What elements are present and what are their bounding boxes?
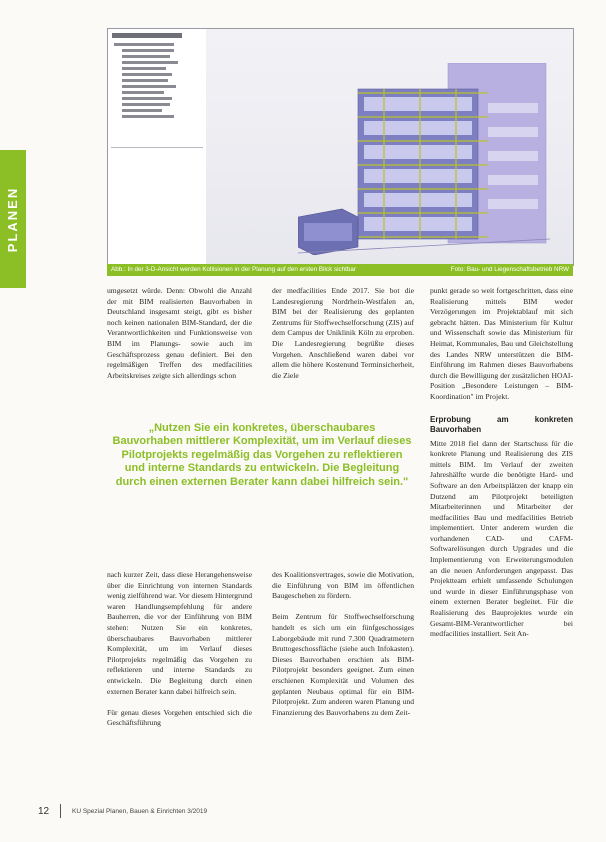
paragraph: punkt gerade so weit fortgeschritten, dass eine Realisierung mittels BIM weder Verzögerungen im Projektablauf mit sich gebracht hätten. Das Ministerium für Kultur und Wissenschaft sowie das Ministerium für Heimat, Kommunales, Bau und Gleichstellung des Landes NRW unterstützen die BIM-Einführung im Rahmen dieses Bauvorhabens durch die Bewilligung der zusätzlichen HOAI-Position „Besondere Leistungen – BIM-Koordination" im Projekt. — [430, 286, 573, 401]
bim-screenshot-figure — [107, 28, 574, 266]
properties-panel — [111, 147, 203, 260]
paragraph: Mitte 2018 fiel dann der Startschuss für die konkrete Planung und Realisierung des ZIS mittels BIM. Im Verlauf der zweiten Jahreshälfte wurde die benötigte Hard- und Software an den Arbeitsplätzen der knapp ein Dutzend am Pilotprojekt beteiligten Mitarbeiterinnen und Mitarbeiter der medfacilities Bau und medfacilities Betrieb implementiert. Unter anderem wurden die vorhandenen CAD- und CAFM-Softwarelösungen durch Upgrades und die Implementierung von Erweiterungsmodulen an die neuen Anforderungen angepasst. Das Projektteam erhielt umfassende Schulungen und wurde in dieser Einführungsphase von einem externen Berater begleitet. Für die Realisierung des Bauprojektes wurde ein Gesamt-BIM-Verantwortlicher bei medfacilities installiert. Seit An- — [430, 438, 573, 639]
section-label: PLANEN — [5, 186, 21, 252]
column-middle-top — [272, 286, 414, 381]
3d-viewport — [206, 29, 573, 265]
caption-text: Abb.: In der 3-D-Ansicht werden Kollisionen in der Planung auf den ersten Blick sichtbar — [111, 266, 357, 273]
paragraph: Für genau dieses Vorgehen entschied sich die Geschäftsführung — [107, 707, 252, 728]
column-right — [430, 286, 573, 640]
page-number: 12 — [38, 806, 50, 817]
paragraph: der medfacilities Ende 2017. Sie bot die Landesregierung Nordrhein-Westfalen an, BIM bei der Realisierung des geplanten Zentrums für Stoffwechselforschung (ZIS) auf dem Campus der Uniklinik Köln zu erproben. Die Landesregierung begrüßte dieses Vorgehen. Anschließend waren dabei vor allem die höhere Kostenund Terminsicherheit, die Ziele — [272, 286, 414, 380]
column-middle-bottom — [272, 570, 414, 718]
column-left-bottom — [107, 570, 252, 729]
model-tree-panel — [108, 29, 207, 265]
paragraph: Beim Zentrum für Stoffwechselforschung handelt es sich um ein fünfgeschossiges Laborgebäude mit rund 7.300 Quadratmetern Bruttogeschossfläche (siehe auch Infokasten). Dieses Bauvorhaben erschien als BIM-Pilotprojekt besonders geeignet. Zum einen erschienen Komplexität und Volumen des geplanten Neubaus optimal für ein BIM-Pilotprojekt. Zum anderen waren Planung und Finanzierung des Bauvorhabens zu dem Zeit- — [272, 612, 414, 717]
footer-divider — [60, 804, 61, 818]
column-left-top — [107, 286, 252, 381]
pull-quote: „Nutzen Sie ein konkretes, überschaubares Bauvorhaben mittlerer Komplexität, um im Verlauf dieses Pilotprojekts regelmäßig das Vorgehen zu reflektieren und interne Standards zu entwickeln. Die Begleitung durch einen externen Berater kann dabei hilfreich sein." — [112, 422, 412, 488]
figure-caption — [107, 264, 573, 276]
subheading: Erprobung am konkreten Bauvorhaben — [430, 414, 573, 434]
caption-credit: Foto: Bau- und Liegenschaftsbetrieb NRW — [450, 266, 569, 273]
paragraph: nach kurzer Zeit, dass diese Herangehensweise über die Einrichtung von internen Standards wenig zielführend war. Vor diesem Hintergrund waren Handlungsempfehlung für andere Bauherren, die vor der Einführung von BIM stehen: Nutzen Sie ein konkretes, überschaubares Bauvorhaben mittlerer Komplexität, um im Verlauf dieses Pilotprojekts regelmäßig das Vorgehen zu reflektieren und interne Standards zu entwickeln. Die Begleitung durch einen externen Berater kann dabei hilfreich sein. — [107, 570, 252, 696]
section-tab — [0, 150, 26, 288]
paragraph: des Koalitionsvertrages, sowie die Motivation, die Einführung von BIM im öffentlichen Baugeschehen zu fördern. — [272, 570, 414, 601]
paragraph: umgesetzt würde. Denn: Obwohl die Anzahl der mit BIM realisierten Bauvorhaben in Deutschland insgesamt steigt, gibt es bisher noch keinen nationalen BIM-Standard, der die Verantwortlichkeiten und Funktionsweise von BIM im Planungs- sowie auch im Geschäftsprozess genau definiert. Bei den regelmäßigen Treffen des medfacilities Arbeitskreises zeigte sich allerdings schon — [107, 286, 252, 380]
building-model-illustration — [298, 63, 550, 255]
publication-source: KU Spezial Planen, Bauen & Einrichten 3/2019 — [72, 808, 208, 815]
